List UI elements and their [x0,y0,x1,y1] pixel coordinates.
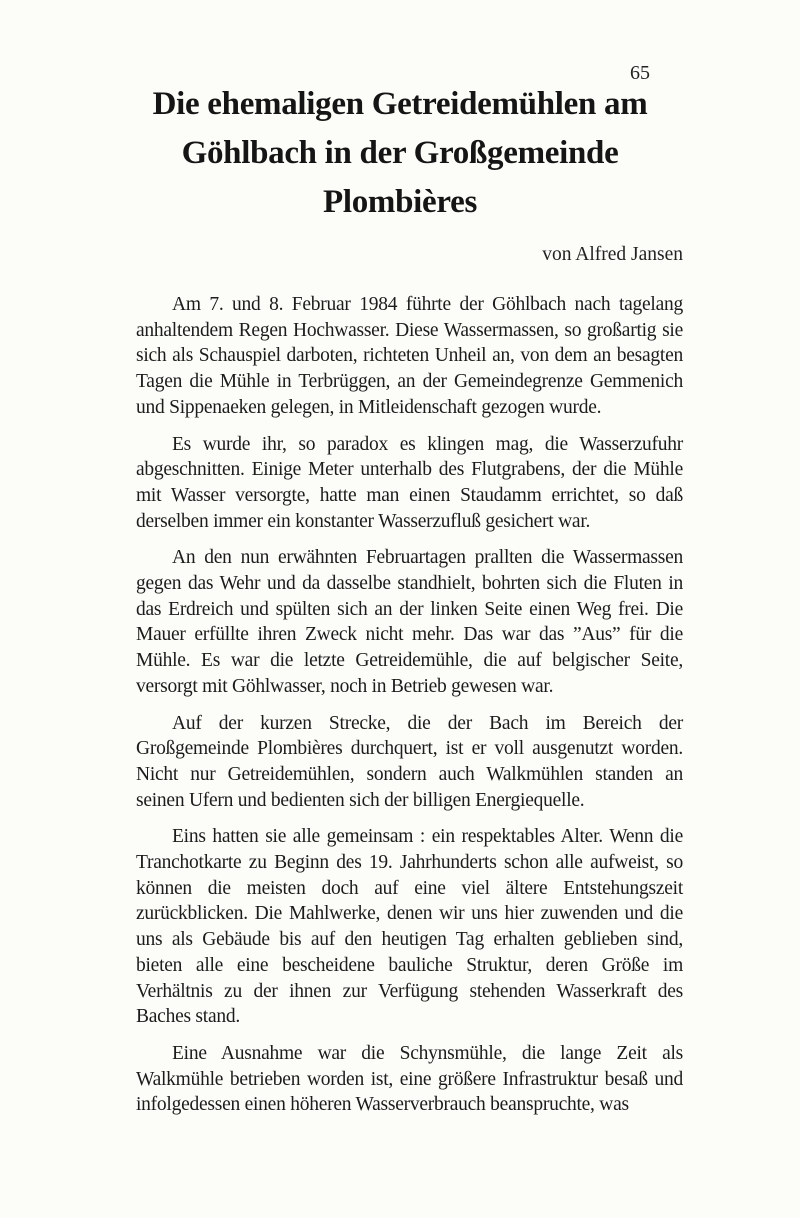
paragraph-3: An den nun erwähnten Februartagen prallten die Wassermassen gegen das Wehr und da dasselbe standhielt, bohrten sich die Fluten in das Erdreich und spülten sich an der linken Seite einen Weg frei. Die Mauer erfüllte ihren Zweck nicht mehr. Das war das ”Aus” für die Mühle. Es war die letzte Getreidemühle, die auf belgischer Seite, versorgt mit Göhlwasser, noch in Betrieb gewesen war. [136,547,683,697]
paragraph-6: Eine Ausnahme war die Schynsmühle, die lange Zeit als Walkmühle betrieben worden ist, eine größere Infrastruktur besaß und infolgedessen einen höheren Wasserverbrauch beanspruchte, was [136,1042,683,1116]
page-number: 65 [630,62,650,84]
paragraph-2: Es wurde ihr, so paradox es klingen mag, die Wasserzufuhr abgeschnitten. Einige Meter unterhalb des Flutgrabens, der die Mühle mit Wasser versorgte, hatte man einen Staudamm errichtet, so daß derselben immer ein konstanter Wasserzufluß gesichert war. [136,433,683,532]
author-line: von Alfred Jansen [542,244,683,265]
paragraph-1: Am 7. und 8. Februar 1984 führte der Göhlbach nach tagelang anhaltendem Regen Hochwasser. Diese Wassermassen, so großartig sie sich als Schauspiel darboten, richteten Unheil an, von dem an besagten Tagen die Mühle in Terbrüggen, an der Gemeindegrenze Gemmenich und Sippenaeken gelegen, in Mitleidenschaft gezogen wurde. [136,294,683,418]
article-title: Die ehemaligen Getreidemühlen am Göhlbach in der Großgemeinde Plombières [152,86,648,220]
article-body [136,292,683,1129]
paragraph-4: Auf der kurzen Strecke, die der Bach im Bereich der Großgemeinde Plombières durchquert, ist er voll ausgenutzt worden. Nicht nur Getreidemühlen, sondern auch Walkmühlen standen an seinen Ufern und bedienten sich der billigen Energiequelle. [136,712,683,811]
paragraph-5: Eins hatten sie alle gemeinsam : ein respektables Alter. Wenn die Tranchotkarte zu Beginn des 19. Jahrhunderts schon alle aufweist, so können die meisten doch auf eine viel ältere Entstehungszeit zurückblicken. Die Mahlwerke, denen wir uns hier zuwenden und die uns als Gebäude bis auf den heutigen Tag erhalten geblieben sind, bieten alle eine bescheidene bauliche Struktur, deren Größe im Verhältnis zu der ihnen zur Verfügung stehenden Wasserkraft des Baches stand. [136,826,683,1028]
